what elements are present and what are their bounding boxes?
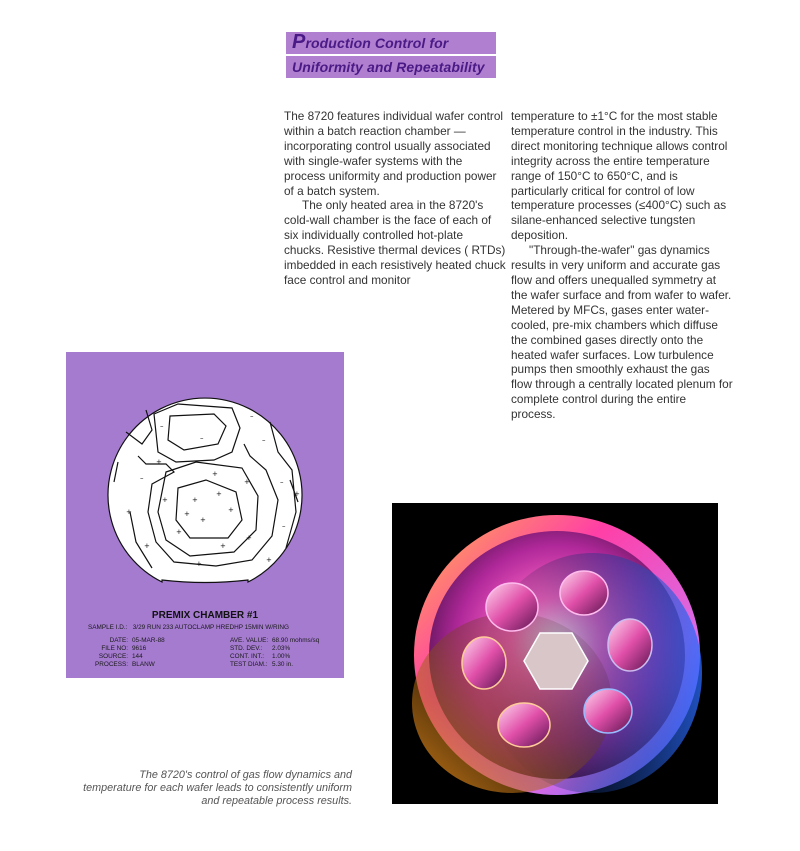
sample-id-label: SAMPLE I.D.:: [88, 624, 128, 631]
plus-marker: +: [176, 528, 182, 536]
plus-marker: +: [196, 560, 202, 568]
orange-light: [412, 613, 612, 793]
plus-marker: +: [228, 506, 234, 514]
field-value: 144: [132, 653, 143, 660]
plus-marker: +: [144, 542, 150, 550]
plus-marker: +: [192, 496, 198, 504]
sample-id-value: 3/29 RUN 233 AUTOCLAMP HREDHP 15MIN W/RING: [132, 624, 290, 631]
chuck: [560, 571, 608, 615]
plus-marker: +: [244, 478, 250, 486]
body-column-1: [284, 109, 506, 288]
sample-id-row: [88, 624, 289, 631]
field-value: 1.00%: [272, 653, 291, 660]
body-column-2: [511, 109, 733, 422]
heading-line-2: [286, 56, 496, 78]
plus-marker: +: [126, 508, 132, 516]
plus-marker: +: [156, 458, 162, 466]
reaction-chamber-image: [392, 503, 718, 804]
plus-marker: +: [246, 534, 252, 542]
wafer-map-panel: [66, 352, 344, 678]
field-value: 2.03%: [272, 645, 291, 652]
paragraph: temperature to ±1°C for the most stable temperature control in the industry. This direct monitoring technique allows control integrity across the entire temperature range of 150°C to 650°C, and is particularly critical for control of low temperature processes (≤400°C) such as silane-enhanced selective tungsten deposition.: [511, 109, 728, 243]
field-label: CONT. INT.:: [230, 653, 265, 660]
map-title: PREMIX CHAMBER #1: [151, 610, 259, 621]
minus-marker: –: [140, 474, 144, 482]
heading-line-2-text: Uniformity and Repeatability: [292, 59, 485, 75]
field-label: AVE. VALUE:: [230, 637, 269, 644]
plus-marker: +: [216, 490, 222, 498]
chuck: [498, 703, 550, 747]
chamber-photo: [392, 503, 718, 804]
field-label: STD. DEV.:: [230, 645, 263, 652]
minus-marker: –: [262, 436, 266, 444]
field-value: 05-MAR-88: [132, 637, 165, 644]
field-value: BLANW: [132, 661, 155, 668]
field-value: 9616: [132, 645, 147, 652]
plus-marker: +: [184, 510, 190, 518]
plus-marker: +: [220, 542, 226, 550]
field-label: PROCESS:: [94, 661, 128, 668]
paragraph: The only heated area in the 8720's cold-wall chamber is the face of each of six individually controlled hot-plate chucks. Resistive thermal devices ( RTDs) imbedded in each resistively heated chuck face control and monitor: [284, 198, 506, 287]
chuck: [486, 583, 538, 631]
chuck: [462, 637, 506, 689]
field-label: DATE:: [109, 637, 128, 644]
minus-marker: –: [200, 434, 204, 442]
plus-marker: +: [266, 556, 272, 564]
heading-line-1: [286, 32, 496, 54]
heading-initial: P: [292, 31, 306, 53]
minus-marker: –: [280, 478, 284, 486]
field-value: 5.30 in.: [272, 661, 293, 668]
heading-line-1-text: roduction Control for: [305, 35, 449, 51]
plus-marker: +: [212, 470, 218, 478]
minus-marker: –: [250, 412, 254, 420]
figure-caption: The 8720's control of gas flow dynamics and temperature for each wafer leads to consistently uniform and repeatable process results.: [83, 769, 352, 807]
paragraph: "Through-the-wafer" gas dynamics results in very uniform and accurate gas flow and offers unequalled symmetry at the wafer surface and from wafer to wafer. Metered by MFCs, gases enter water-cooled, pre-mix chambers which diffuse the combined gases directly onto the heated wafer surfaces. Low turbulence pumps then smoothly exhaust the gas flow through a centrally located plenum for complete control during the entire process.: [511, 243, 733, 422]
minus-marker: –: [282, 522, 286, 530]
chuck: [584, 689, 632, 733]
plus-marker: +: [294, 490, 300, 498]
paragraph: The 8720 features individual wafer control within a batch reaction chamber — incorporating control usually associated with single-wafer systems with the process uniformity and production power of a batch system.: [284, 109, 504, 198]
field-label: SOURCE:: [98, 653, 128, 660]
plus-marker: +: [162, 496, 168, 504]
field-label: FILE NO:: [101, 645, 128, 652]
plus-marker: +: [200, 516, 206, 524]
field-value: 68.90 mohms/sq: [272, 637, 320, 644]
field-label: TEST DIAM.:: [230, 661, 268, 668]
minus-marker: –: [160, 422, 164, 430]
chuck: [608, 619, 652, 671]
